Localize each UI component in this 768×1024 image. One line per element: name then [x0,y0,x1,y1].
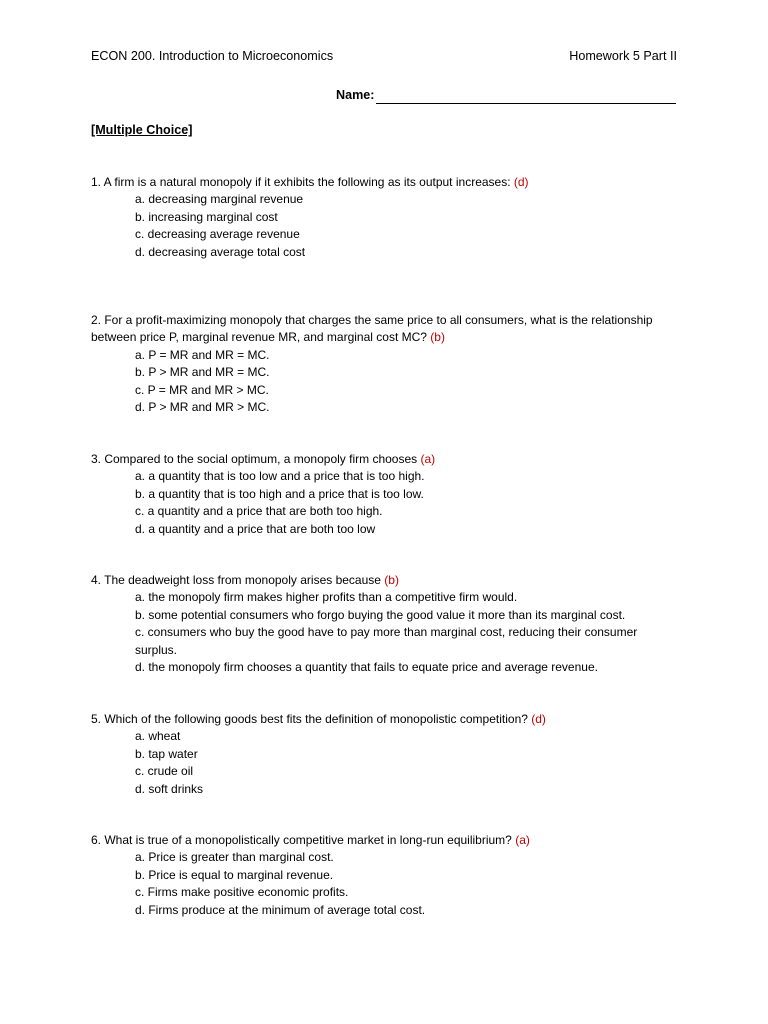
course-title: ECON 200. Introduction to Microeconomics [91,49,334,63]
name-label: Name: [336,88,375,102]
options-list [91,347,681,417]
options-list [91,468,681,538]
question-text: 3. Compared to the social optimum, a monopoly firm chooses (a) [91,452,436,466]
answer-key: (d) [513,175,529,189]
options-list [91,728,681,798]
option-d: d. P > MR and MR > MC. [135,400,270,415]
question-text: 1. A firm is a natural monopoly if it exhibits the following as its output increases: (d) [91,175,529,189]
option-b: b. Price is equal to marginal revenue. [135,867,334,882]
option-c: c. Firms make positive economic profits. [135,885,349,900]
question-5 [91,711,681,798]
section-title: [Multiple Choice] [91,123,193,137]
option-c: c. a quantity and a price that are both too high. [135,504,383,519]
name-underline[interactable] [376,90,676,104]
option-d: d. the monopoly firm chooses a quantity that fails to equate price and average revenue. [135,660,598,675]
question-text: 2. For a profit-maximizing monopoly that charges the same price to all consumers, what is the relationship between price P, marginal revenue MR, and marginal cost MC? (b) [91,313,653,345]
option-b: b. P > MR and MR = MC. [135,365,270,380]
option-c: c. crude oil [135,764,194,779]
option-d: d. soft drinks [135,781,204,796]
question-text: 6. What is true of a monopolistically competitive market in long-run equilibrium? (a) [91,833,530,847]
question-2 [91,312,681,416]
question-6 [91,832,681,919]
option-b: b. some potential consumers who forgo buying the good value it more than its marginal cost. [135,607,626,622]
answer-key: (a) [515,833,530,847]
option-c: c. P = MR and MR > MC. [135,382,269,397]
name-field[interactable] [336,87,676,104]
question-1 [91,174,681,261]
options-list [91,589,681,676]
answer-key: (a) [420,452,436,466]
options-list [91,849,681,919]
answer-key: (d) [531,712,546,726]
options-list [91,191,681,261]
question-3 [91,451,681,538]
option-b: b. increasing marginal cost [135,209,278,224]
option-a: a. Price is greater than marginal cost. [135,850,334,865]
question-text: 4. The deadweight loss from monopoly arises because (b) [91,573,399,587]
option-d: d. decreasing average total cost [135,244,306,259]
answer-key: (b) [430,330,445,345]
option-b: b. a quantity that is too high and a price that is too low. [135,486,424,501]
question-4 [91,572,681,676]
option-a: a. decreasing marginal revenue [135,192,304,207]
option-a: a. P = MR and MR = MC. [135,347,270,362]
option-d: d. Firms produce at the minimum of average total cost. [135,902,426,917]
option-a: a. a quantity that is too low and a price that is too high. [135,469,425,484]
answer-key: (b) [384,573,399,587]
option-b: b. tap water [135,746,198,761]
option-c: c. consumers who buy the good have to pay more than marginal cost, reducing their consumer surplus. [135,625,638,657]
question-text: 5. Which of the following goods best fits the definition of monopolistic competition? (d) [91,712,546,726]
option-a: a. wheat [135,729,181,744]
option-d: d. a quantity and a price that are both too low [135,521,376,536]
option-a: a. the monopoly firm makes higher profits than a competitive firm would. [135,590,518,605]
page-header [91,48,677,65]
assignment-title: Homework 5 Part II [569,49,677,63]
option-c: c. decreasing average revenue [135,227,300,242]
